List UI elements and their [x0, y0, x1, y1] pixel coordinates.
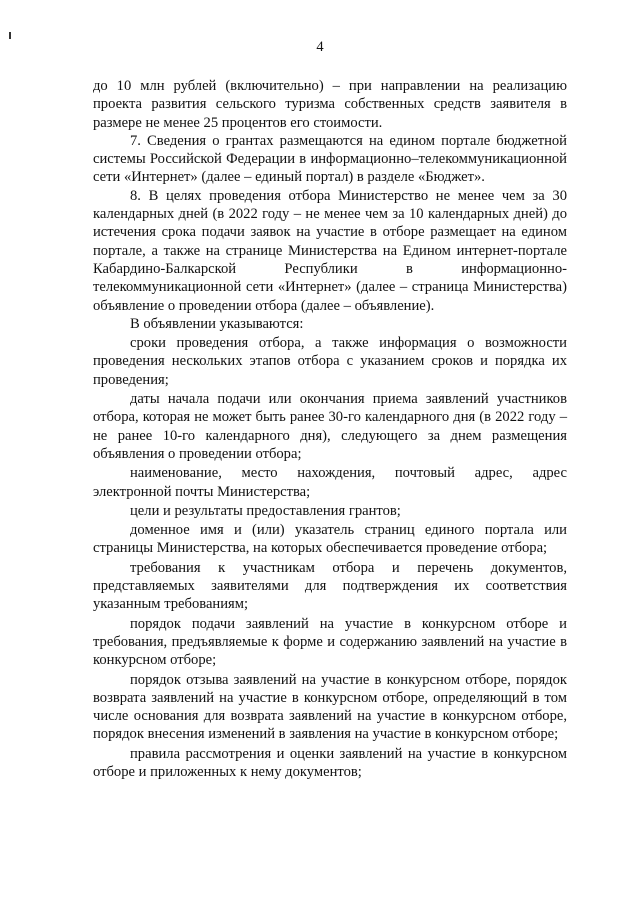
list-item-grant-goals: цели и результаты предоставления грантов;	[130, 502, 401, 519]
list-item-application-procedure: порядок подачи заявлений на участие в конкурсном отборе и требования, предъявляемые к форме и содержанию заявлений на участие в конкурсном отборе;	[93, 615, 567, 669]
list-item-participant-requirements: требования к участникам отбора и перечень документов, представляемых заявителями для подтверждения их соответствия указанным требованиям;	[93, 559, 567, 613]
list-item-application-dates: даты начала подачи или окончания приема заявлений участников отбора, которая не может быть ранее 30-го календарного дня (в 2022 году – не ранее 10-го календарного дня), следующего за днем размещения объявления о проведении отбора;	[93, 391, 567, 462]
list-item-selection-terms: сроки проведения отбора, а также информация о возможности проведения нескольких этапов отбора с указанием сроков и порядка их проведения;	[93, 335, 567, 388]
paragraph-continuation: до 10 млн рублей (включительно) – при направлении на реализацию проекта развития сельского туризма собственных средств заявителя в размере не менее 25 процентов его стоимости.	[93, 78, 567, 131]
paragraph-announcement-contents-intro: В объявлении указываются:	[130, 315, 304, 332]
list-item-domain-name: доменное имя и (или) указатель страниц единого портала или страницы Министерства, на которых обеспечивается проведение отбора;	[93, 522, 567, 557]
list-item-evaluation-rules: правила рассмотрения и оценки заявлений на участие в конкурсном отборе и приложенных к нему документов;	[93, 745, 567, 780]
paragraph-7-grant-info: 7. Сведения о грантах размещаются на едином портале бюджетной системы Российской Федерации в информационно–телекоммуникационной сети «Интернет» (далее – единый портал) в разделе «Бюджет».	[93, 132, 567, 186]
list-item-ministry-address: наименование, место нахождения, почтовый адрес, адрес электронной почты Министерства;	[93, 465, 567, 500]
document-body	[93, 77, 567, 781]
paragraph-8-selection-announcement: 8. В целях проведения отбора Министерство не менее чем за 30 календарных дней (в 2022 году – не менее чем за 10 календарных дней) до истечения срока подачи заявок на участие в отборе размещает на едином портале, а также на странице Министерства на Едином интернет-портале Кабардино-Балкарской Республики в информационно-телекоммуникационной сети «Интернет» (далее – страница Министерства) объявление о проведении отбора (далее – объявление).	[93, 187, 567, 314]
page-number: 4	[316, 39, 324, 55]
list-item-application-withdrawal: порядок отзыва заявлений на участие в конкурсном отборе, порядок возврата заявлений на участие в конкурсном отборе, определяющий в том числе основания для возврата заявлений на участие в конкурсном отборе, порядок внесения изменений в заявления на участие в конкурсном отборе;	[93, 671, 567, 743]
